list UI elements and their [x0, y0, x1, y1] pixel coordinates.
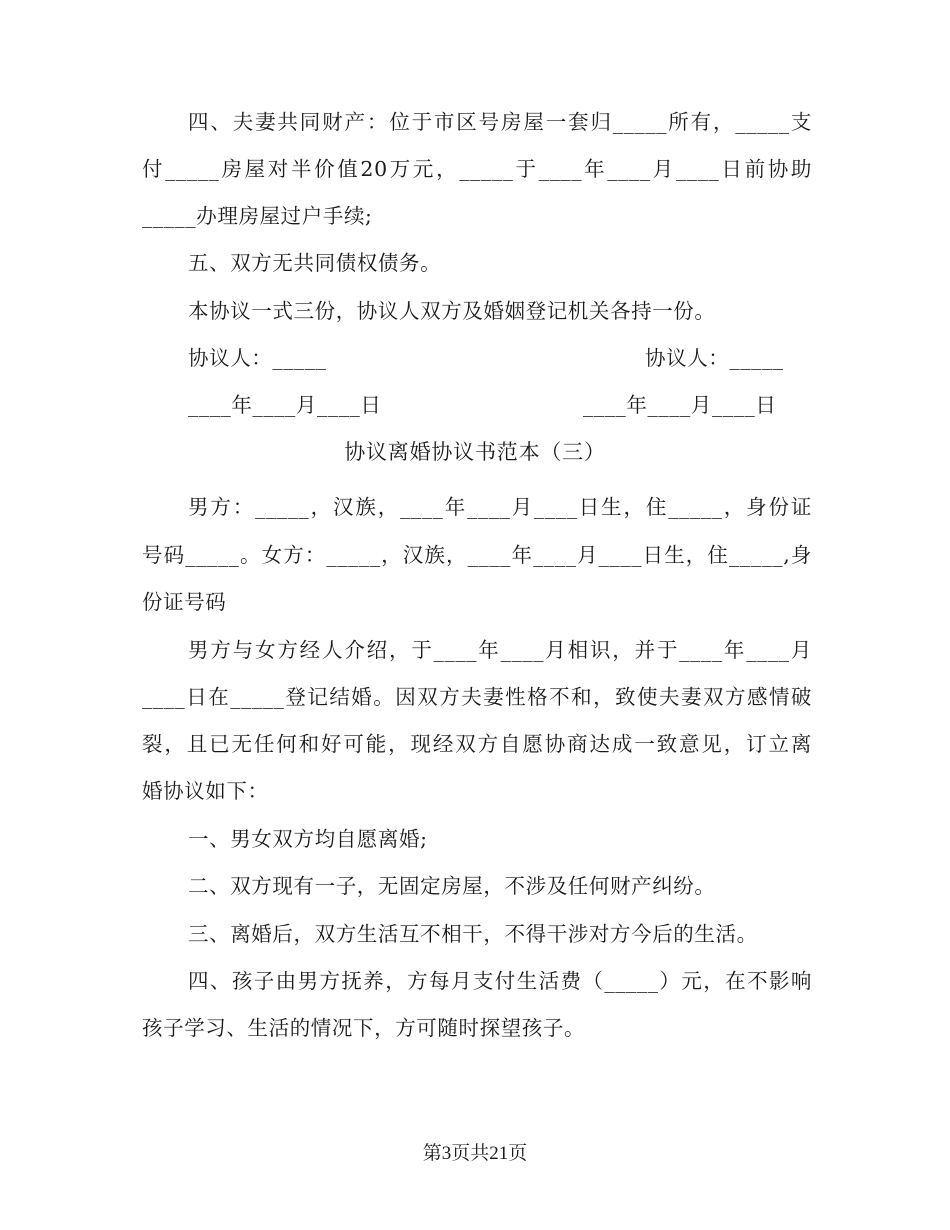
signature-right-date: ____年____月____日 — [583, 393, 777, 417]
parties-line2: 号码_____。女方：_____，汉族，____年____月____日生，住_____,身 — [142, 543, 812, 567]
page-number: 第3页共21页 — [422, 1143, 528, 1164]
section4-line1: 四、夫妻共同财产：位于市区号房屋一套归_____所有，_____支 — [188, 110, 812, 134]
section4-line2: 付_____房屋对半价值20万元，_____于____年____月____日前协助 — [142, 157, 812, 181]
term-item1: 一、男女双方均自愿离婚; — [188, 827, 428, 851]
parties-line3: 份证号码 — [142, 590, 227, 614]
section-title: 协议离婚协议书范本（三） — [344, 440, 606, 464]
signature-left-date: ____年____月____日 — [188, 393, 382, 417]
signature-right-party: 协议人：_____ — [645, 346, 784, 370]
signature-left-party: 协议人：_____ — [188, 346, 327, 370]
intro-line4: 婚协议如下： — [142, 779, 269, 803]
section4-line3: _____办理房屋过户手续; — [142, 204, 373, 228]
term-item4-line1: 四、孩子由男方抚养，方每月支付生活费（_____）元，在不影响 — [188, 969, 812, 993]
term-item3: 三、离婚后，双方生活互不相干，不得干涉对方今后的生活。 — [188, 922, 758, 946]
copies-statement: 本协议一式三份，协议人双方及婚姻登记机关各持一份。 — [188, 299, 716, 323]
intro-line2: ____日在_____登记结婚。因双方夫妻性格不和，致使夫妻双方感情破 — [142, 685, 812, 709]
parties-line1: 男方：_____，汉族，____年____月____日生，住_____，身份证 — [188, 495, 812, 519]
section5-text: 五、双方无共同债权债务。 — [188, 251, 442, 275]
term-item2: 二、双方现有一子，无固定房屋，不涉及任何财产纠纷。 — [188, 874, 716, 898]
term-item4-line2: 孩子学习、生活的情况下，方可随时探望孩子。 — [142, 1016, 586, 1040]
intro-line3: 裂，且已无任何和好可能，现经双方自愿协商达成一致意见，订立离 — [142, 732, 812, 756]
intro-line1: 男方与女方经人介绍，于____年____月相识，并于____年____月 — [188, 638, 812, 662]
